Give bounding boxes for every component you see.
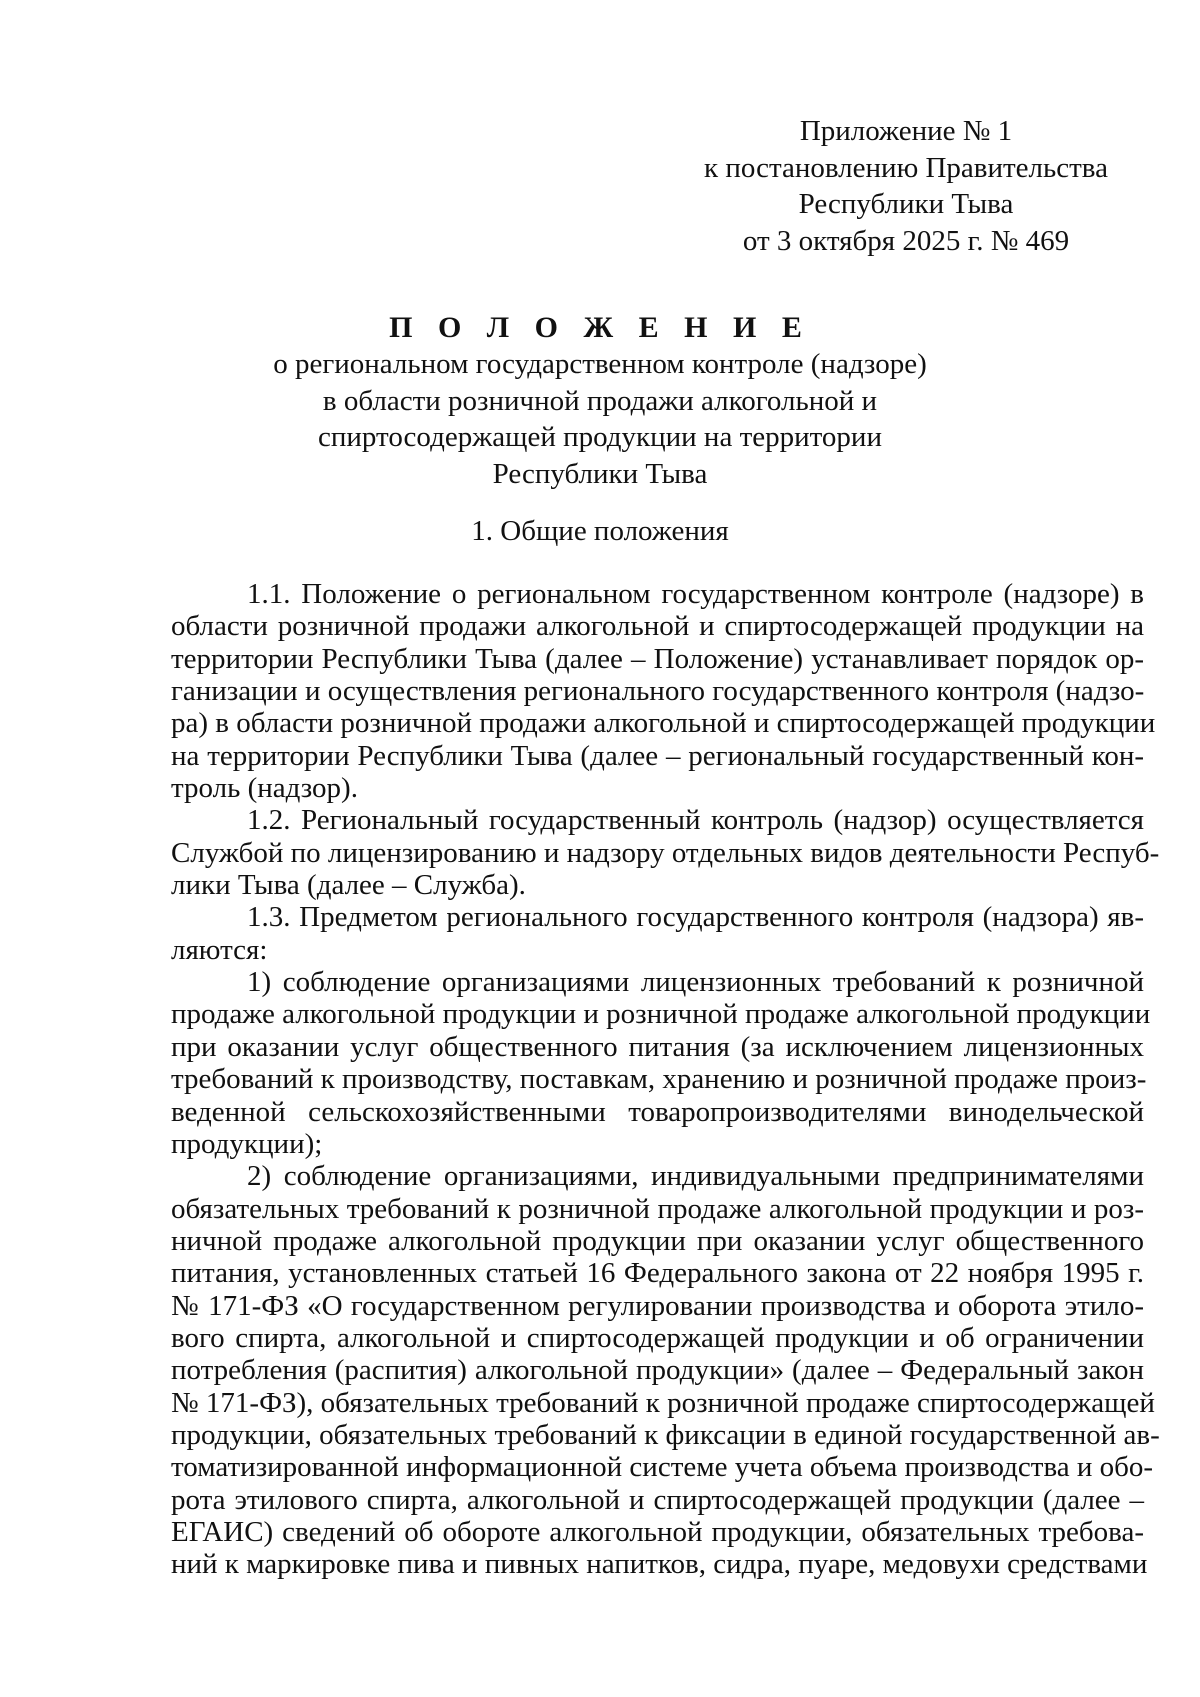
body-line: троль (надзор).: [171, 772, 358, 805]
document-subtitle: [0, 346, 1200, 492]
body-line: Службой по лицензированию и надзору отдельных видов деятельности Респуб-: [171, 836, 1160, 869]
body-line: 1) соблюдение организациями лицензионных требований к розничной: [247, 966, 1144, 999]
subtitle-line: в области розничной продажи алкогольной и: [322, 384, 878, 417]
body-line: лики Тыва (далее – Служба).: [171, 869, 526, 902]
body-line: продукции);: [171, 1127, 323, 1160]
body-line: при оказании услуг общественного питания (за исключением лицензионных: [171, 1030, 1144, 1063]
subtitle-line: о региональном государственном контроле (надзоре): [273, 348, 927, 380]
body-line: вого спирта, алкогольной и спиртосодержащей продукции и об ограничении: [171, 1321, 1144, 1354]
body-line: питания, установленных статьей 16 Федерального закона от 22 ноября 1995 г.: [171, 1257, 1144, 1290]
body-line: потребления (распития) алкогольной продукции» (далее – Федеральный закон: [171, 1354, 1144, 1387]
body-line: № 171-ФЗ), обязательных требований к розничной продаже спиртосодержащей: [171, 1386, 1155, 1419]
appendix-line: от 3 октября 2025 г. № 469: [742, 224, 1070, 257]
body-line: продукции, обязательных требований к фиксации в единой государственной ав-: [171, 1418, 1160, 1451]
body-line: ганизации и осуществления регионального государственного контроля (надзо-: [171, 675, 1145, 708]
body-line: ЕГАИС) сведений об обороте алкогольной продукции, обязательных требова-: [171, 1515, 1144, 1548]
body-line: на территории Республики Тыва (далее – региональный государственный кон-: [171, 739, 1144, 772]
body-line: 1.2. Региональный государственный контроль (надзор) осуществляется: [247, 804, 1144, 837]
body-line: продаже алкогольной продукции и розничной продаже алкогольной продукции: [171, 998, 1151, 1031]
subtitle-line: Республики Тыва: [492, 457, 708, 490]
appendix-line: Приложение № 1: [799, 115, 1013, 147]
body-line: области розничной продажи алкогольной и спиртосодержащей продукции на: [171, 610, 1144, 643]
subtitle-line: спиртосодержащей продукции на территории: [318, 421, 882, 453]
body-line: ляются:: [171, 933, 268, 966]
body-line: томатизированной информационной системе учета объема производства и обо-: [171, 1451, 1154, 1484]
body-line: 1.1. Положение о региональном государственном контроле (надзоре) в: [247, 578, 1144, 610]
body-line: рота этилового спирта, алкогольной и спиртосодержащей продукции (далее –: [171, 1483, 1144, 1516]
document-title: П О Л О Ж Е Н И Е: [389, 311, 811, 344]
body-text: [171, 578, 1160, 1581]
body-line: ний к маркировке пива и пивных напитков, сидра, пуаре, медовухи средствами: [171, 1548, 1148, 1581]
appendix-line: Республики Тыва: [798, 188, 1014, 220]
body-line: № 171-ФЗ «О государственном регулировании производства и оборота этило-: [171, 1289, 1144, 1322]
body-line: 1.3. Предметом регионального государственного контроля (надзора) яв-: [247, 901, 1144, 934]
body-line: 2) соблюдение организациями, индивидуальными предпринимателями: [247, 1160, 1144, 1193]
body-line: обязательных требований к розничной продаже алкогольной продукции и роз-: [171, 1192, 1144, 1225]
appendix-header: [696, 113, 1116, 259]
appendix-line: к постановлению Правительства: [704, 151, 1108, 184]
body-line: требований к производству, поставкам, хранению и розничной продаже произ-: [171, 1063, 1147, 1096]
body-line: веденной сельскохозяйственными товаропроизводителями винодельческой: [171, 1095, 1144, 1128]
body-line: ничной продаже алкогольной продукции при оказании услуг общественного: [171, 1224, 1144, 1257]
section-heading: 1. Общие положения: [471, 515, 729, 547]
body-line: территории Республики Тыва (далее – Положение) устанавливает порядок ор-: [171, 642, 1144, 675]
body-line: ра) в области розничной продажи алкогольной и спиртосодержащей продукции: [171, 707, 1156, 740]
